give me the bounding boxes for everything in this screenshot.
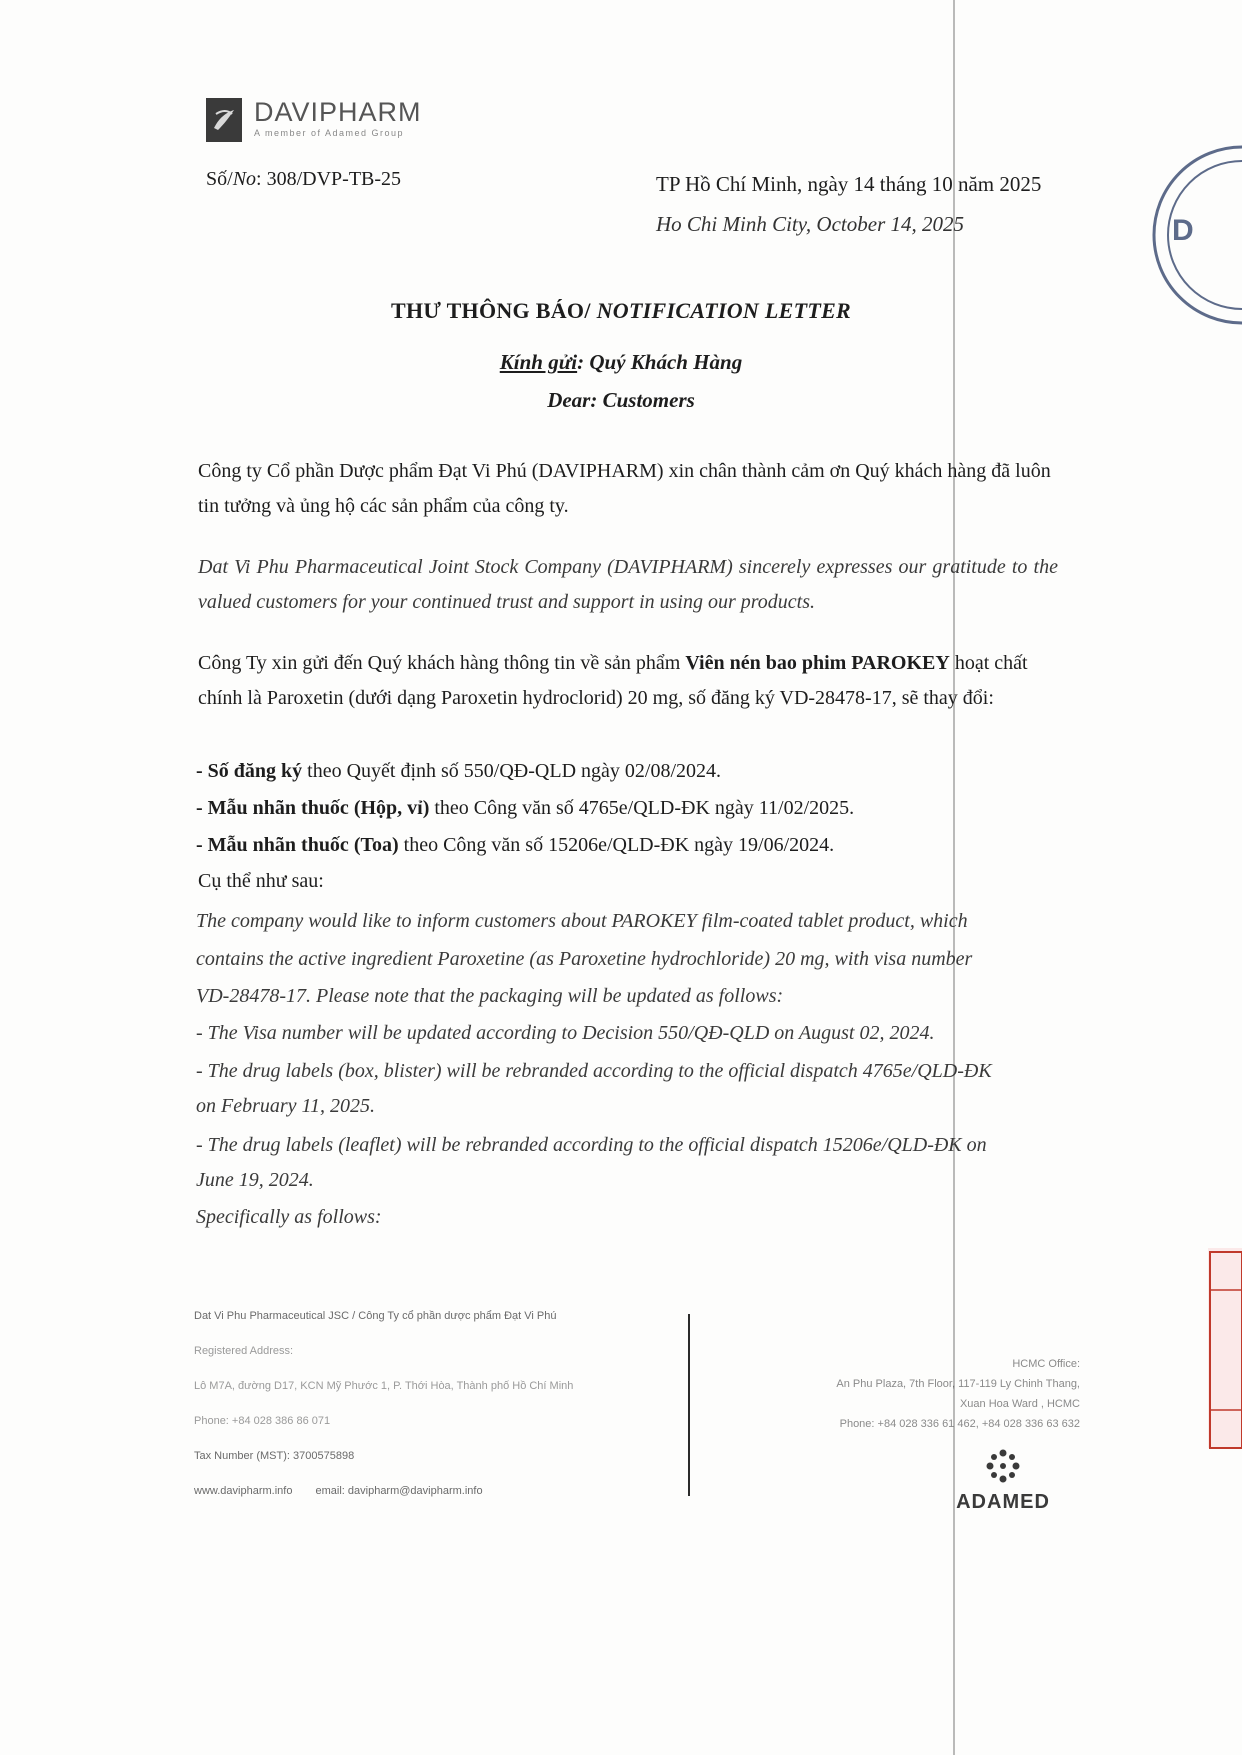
footer-company-info (194, 1310, 573, 1520)
red-stamp-icon (1208, 1250, 1242, 1450)
davipharm-logo-icon (206, 98, 242, 142)
adamed-star-icon (983, 1446, 1023, 1486)
footer-divider (688, 1314, 690, 1496)
specifically-vietnamese: Cụ thể như sau: (198, 870, 324, 892)
logo-tagline: A member of Adamed Group (254, 128, 405, 138)
date-english: Ho Chi Minh City, October 14, 2025 (656, 212, 964, 236)
notice-english-line: The company would like to inform customers about PAROKEY film-coated tablet product, which (196, 910, 968, 932)
davipharm-logo (206, 98, 422, 142)
notice-english-line: VD-28478-17. Please note that the packaging will be updated as follows: (196, 985, 784, 1007)
intro-vietnamese: Công ty Cổ phần Dược phẩm Đạt Vi Phú (DAVIPHARM) xin chân thành cảm ơn Quý khách hàng đã luôn tin tưởng và ủng hộ các sản phẩm của công ty. (198, 460, 1051, 517)
scan-artifact-line (953, 0, 955, 1755)
footer-office-info (836, 1354, 1080, 1434)
notice-english-line: Specifically as follows: (196, 1206, 382, 1228)
footer-tax-number: Tax Number (MST): 3700575898 (194, 1450, 355, 1462)
notice-english-line: - The drug labels (leaflet) will be rebranded according to the official dispatch 15206e/QLD-ĐK on (196, 1134, 987, 1156)
footer-phone: Phone: +84 028 386 86 071 (194, 1415, 331, 1427)
company-seal-stamp-icon (1128, 140, 1242, 330)
intro-english: Dat Vi Phu Pharmaceutical Joint Stock Company (DAVIPHARM) sincerely expresses our gratitude to the valued customers for your continued trust and support in using our products. (198, 556, 1058, 613)
footer-office-label: HCMC Office: (1012, 1358, 1080, 1370)
notice-english-line: - The Visa number will be updated according to Decision 550/QĐ-QLD on August 02, 2024. (196, 1022, 935, 1044)
footer-office-address-2: Xuan Hoa Ward , HCMC (959, 1398, 1080, 1410)
footer-office-address-1: An Phu Plaza, 7th Floor, 117-119 Ly Chinh Thang, (836, 1378, 1080, 1390)
svg-text:D: D (1172, 214, 1194, 247)
salutation-english: Dear: Customers (547, 388, 695, 412)
footer-registered-label: Registered Address: (194, 1345, 294, 1357)
document-number: Số/No: 308/DVP-TB-25 (206, 168, 402, 190)
adamed-name: ADAMED (956, 1491, 1050, 1513)
footer-office-phone: Phone: +84 028 336 61 462, +84 028 336 63 632 (839, 1418, 1080, 1430)
change-item: - Số đăng ký theo Quyết định số 550/QĐ-QLD ngày 02/08/2024. (196, 760, 722, 782)
letter-title: THƯ THÔNG BÁO/ NOTIFICATION LETTER (390, 298, 852, 323)
notice-english-line: contains the active ingredient Paroxetine (as Paroxetine hydrochloride) 20 mg, with visa number (196, 948, 973, 970)
footer-email-link[interactable]: email: davipharm@davipharm.info (315, 1485, 483, 1497)
adamed-logo (948, 1446, 1058, 1514)
footer-website-link[interactable]: www.davipharm.info (194, 1485, 293, 1497)
footer-company-name: Dat Vi Phu Pharmaceutical JSC / Công Ty cổ phần dược phẩm Đạt Vi Phú (194, 1310, 557, 1322)
footer-address: Lô M7A, đường D17, KCN Mỹ Phước 1, P. Thới Hòa, Thành phố Hồ Chí Minh (194, 1380, 574, 1392)
date-vietnamese: TP Hồ Chí Minh, ngày 14 tháng 10 năm 2025 (656, 172, 1042, 196)
change-item: - Mẫu nhãn thuốc (Hộp, vỉ) theo Công văn số 4765e/QLD-ĐK ngày 11/02/2025. (196, 797, 855, 819)
notice-english-line: - The drug labels (box, blister) will be rebranded according to the official dispatch 4765e/QLD-ĐK (196, 1060, 992, 1082)
salutation-vietnamese: Kính gửi: Quý Khách Hàng (499, 350, 743, 374)
change-item: - Mẫu nhãn thuốc (Toa) theo Công văn số 15206e/QLD-ĐK ngày 19/06/2024. (196, 834, 835, 856)
logo-name: DAVIPHARM (254, 97, 422, 127)
notice-english-line: June 19, 2024. (196, 1169, 314, 1191)
notice-vietnamese: Công Ty xin gửi đến Quý khách hàng thông tin về sản phẩm Viên nén bao phim PAROKEY hoạt chất chính là Paroxetin (dưới dạng Paroxetin hydroclorid) 20 mg, số đăng ký VD-28478-17, sẽ thay đổi: (198, 652, 1028, 709)
notice-english-line: on February 11, 2025. (196, 1095, 376, 1117)
